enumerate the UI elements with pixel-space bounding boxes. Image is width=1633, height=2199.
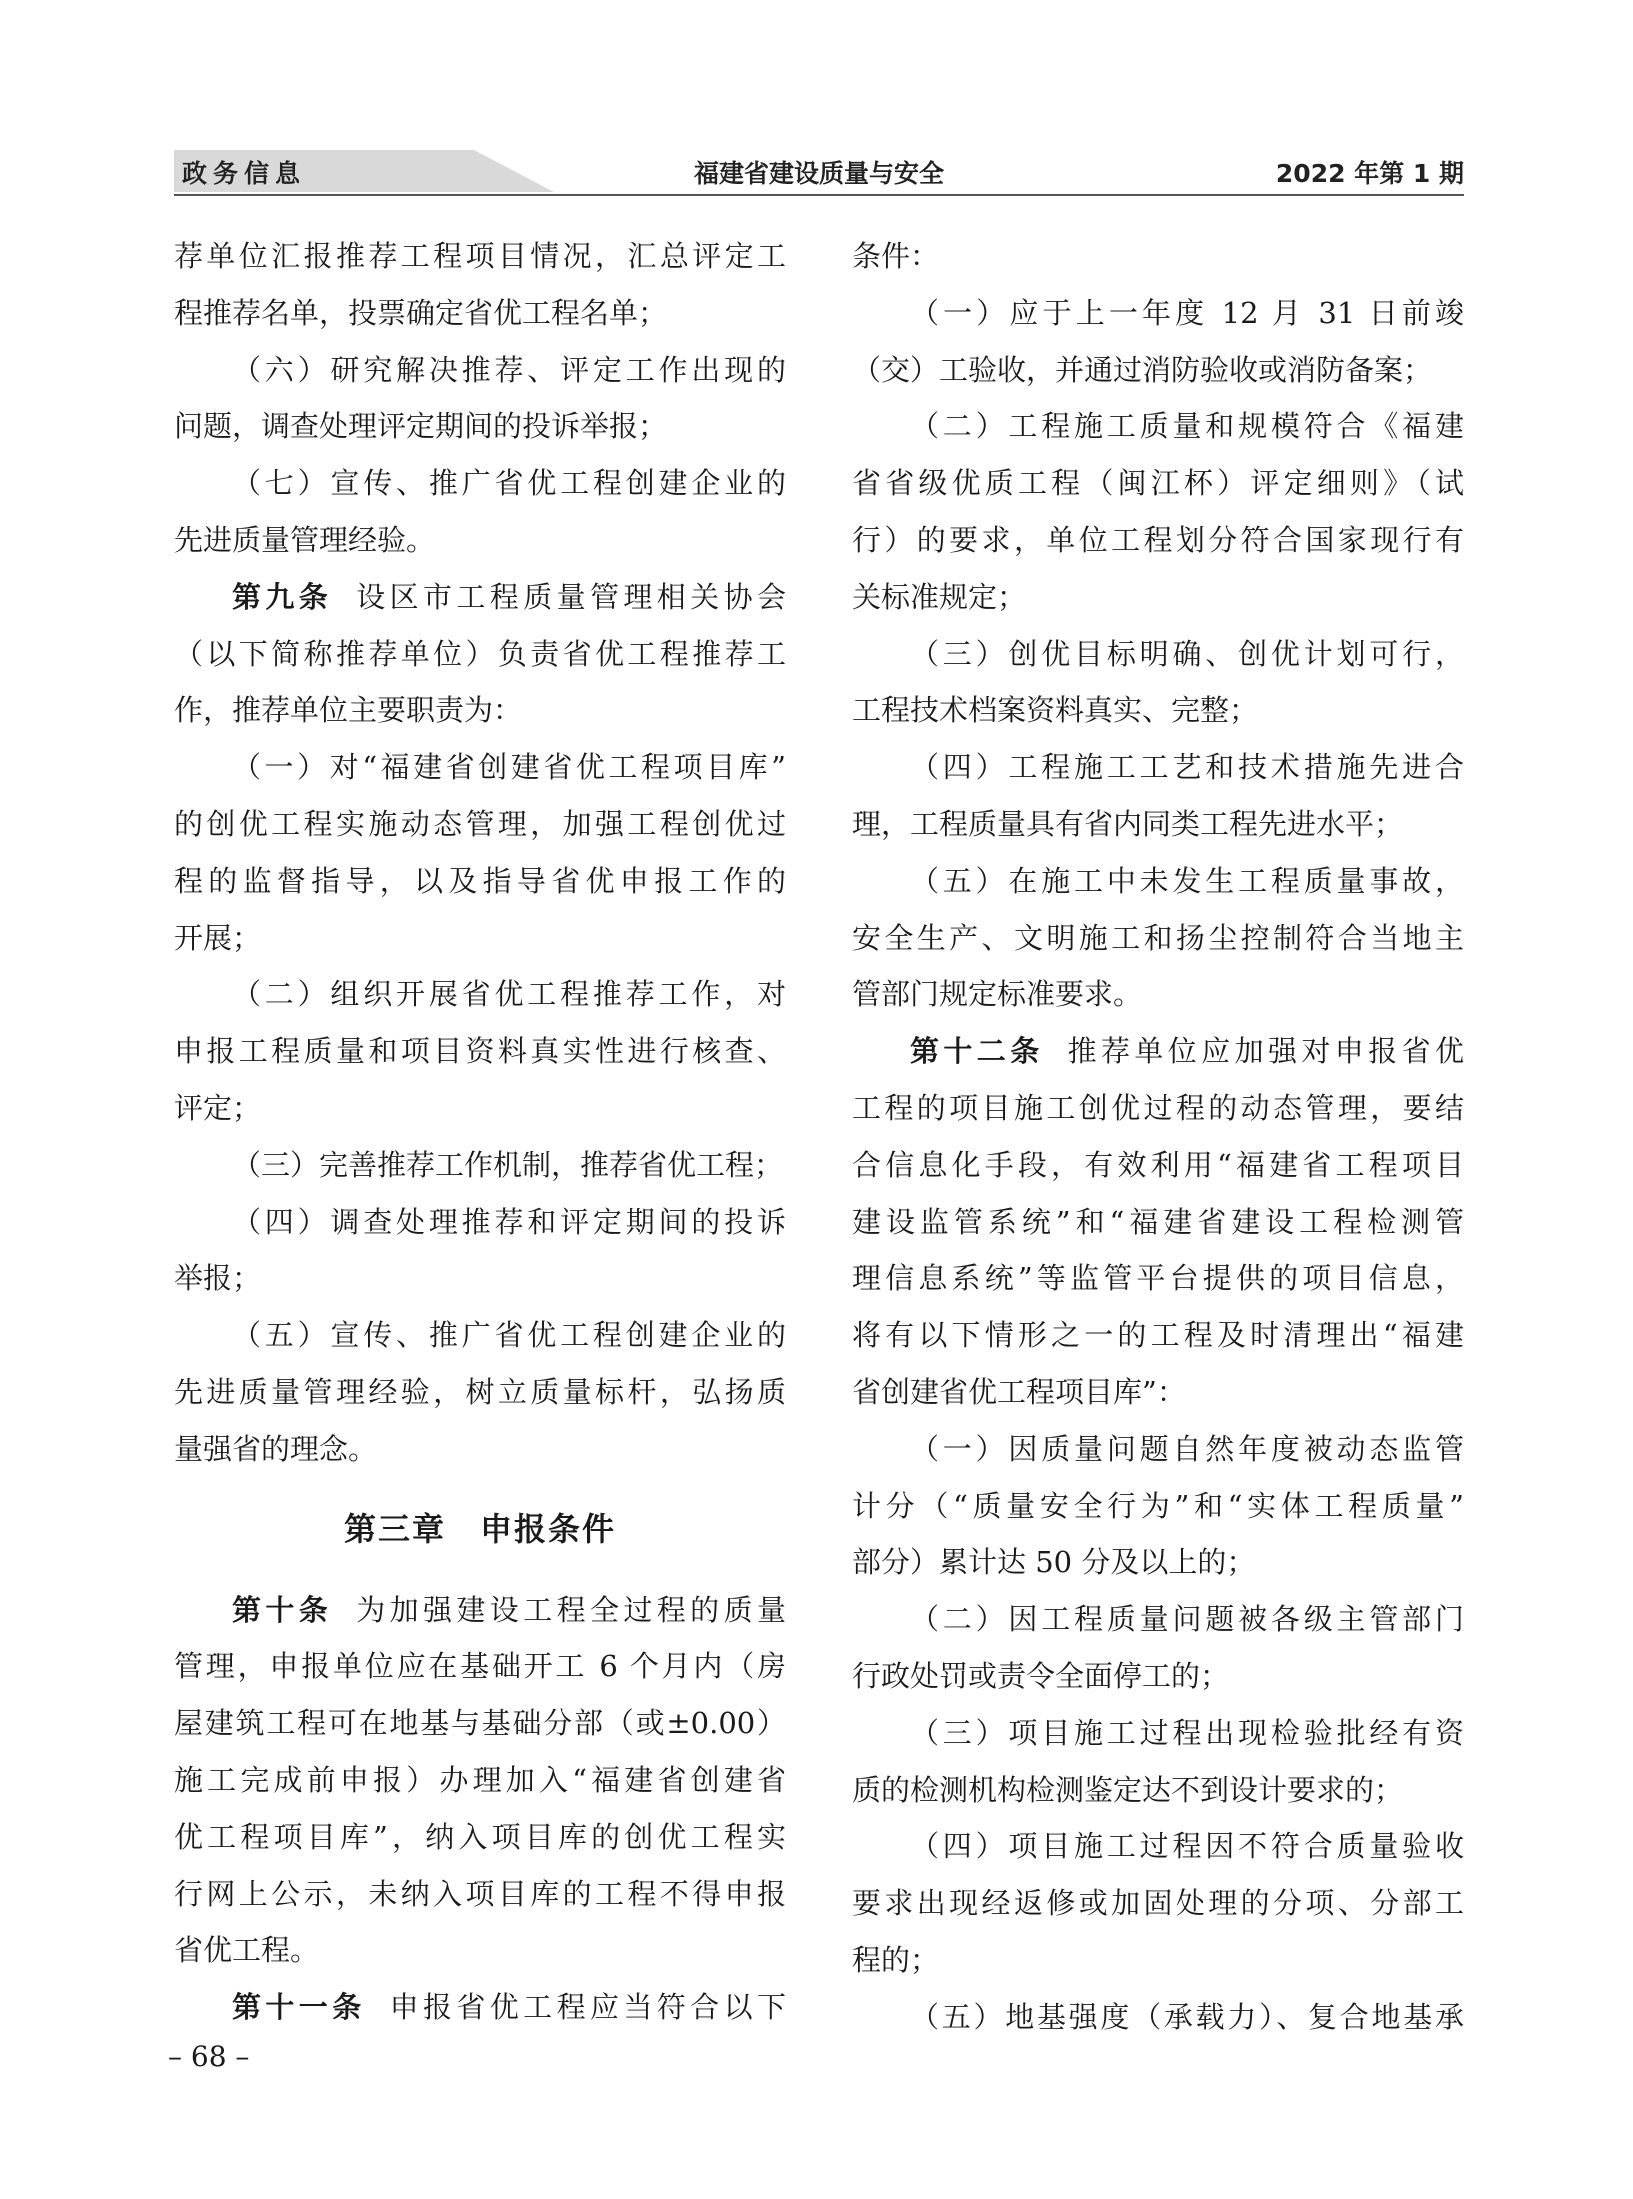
line-text: （五）在施工中未发生工程质量事故， bbox=[910, 863, 1464, 898]
text-line bbox=[852, 1364, 1464, 1421]
line-text: 作，推荐单位主要职责为： bbox=[174, 693, 523, 728]
paragraph bbox=[852, 1989, 1464, 2046]
text-line bbox=[174, 910, 786, 967]
paragraph bbox=[852, 1421, 1464, 1591]
text-line bbox=[174, 455, 786, 512]
text-line bbox=[852, 1875, 1464, 1932]
paragraph bbox=[852, 1705, 1464, 1819]
page-number: – 68 – bbox=[168, 2040, 250, 2073]
line-text: 荐单位汇报推荐工程项目情况，汇总评定工 bbox=[174, 239, 786, 273]
header-issue: 2022 年第 1 期 bbox=[1275, 159, 1464, 188]
line-text: 申报省优工程应当符合以下 bbox=[389, 1990, 786, 2025]
line-text: 先进质量管理经验。 bbox=[174, 522, 436, 557]
paragraph bbox=[174, 455, 786, 569]
text-line bbox=[174, 682, 786, 739]
line-text: 管部门规定标准要求。 bbox=[852, 977, 1143, 1012]
line-text: 程的监督指导，以及指导省优申报工作的 bbox=[174, 863, 786, 898]
header-journal-title: 福建省建设质量与安全 bbox=[693, 159, 944, 188]
line-text: 将有以下情形之一的工程及时清理出“福建 bbox=[852, 1318, 1464, 1353]
line-text: （一）应于上一年度 12 月 31 日前竣 bbox=[910, 295, 1464, 330]
text-line bbox=[174, 1752, 786, 1809]
line-text: 省省级优质工程（闽江杯）评定细则》（试 bbox=[852, 466, 1464, 501]
article-label: 第十一条 bbox=[232, 1990, 366, 2025]
text-line bbox=[174, 966, 786, 1023]
text-line bbox=[174, 1866, 786, 1923]
text-line bbox=[852, 796, 1464, 853]
text-line bbox=[174, 1922, 786, 1979]
line-text: 关标准规定； bbox=[852, 579, 1027, 614]
line-text: 的创优工程实施动态管理，加强工程创优过 bbox=[174, 806, 786, 841]
article-label: 第九条 bbox=[232, 579, 333, 614]
text-line bbox=[174, 1080, 786, 1137]
line-text: 管理，申报单位应在基础开工 6 个月内（房 bbox=[174, 1649, 786, 1684]
line-text: 安全生产、文明施工和扬尘控制符合当地主 bbox=[852, 920, 1464, 955]
text-line bbox=[852, 682, 1464, 739]
text-line bbox=[174, 285, 786, 342]
text-line bbox=[852, 626, 1464, 683]
header-section-label: 政务信息 bbox=[182, 159, 307, 188]
line-text: 行）的要求，单位工程划分符合国家现行有 bbox=[852, 522, 1464, 557]
line-text: 问题，调查处理评定期间的投诉举报； bbox=[174, 409, 668, 444]
text-line bbox=[852, 1137, 1464, 1194]
text-line bbox=[852, 1648, 1464, 1705]
text-line bbox=[852, 739, 1464, 796]
line-text: （一）对“福建省创建省优工程项目库” bbox=[232, 750, 786, 785]
line-text: 质的检测机构检测鉴定达不到设计要求的； bbox=[852, 1772, 1404, 1807]
left-column bbox=[174, 228, 786, 2036]
text-line bbox=[174, 1421, 786, 1478]
paragraph bbox=[174, 1137, 786, 1194]
line-text: （五）宣传、推广省优工程创建企业的 bbox=[232, 1318, 786, 1353]
paragraph bbox=[174, 1194, 786, 1308]
text-line bbox=[852, 455, 1464, 512]
article-paragraph bbox=[174, 1979, 786, 2036]
text-line bbox=[852, 285, 1464, 342]
line-text: 施工完成前申报）办理加入“福建省创建省 bbox=[174, 1762, 786, 1797]
paragraph bbox=[852, 1818, 1464, 1988]
line-text: 要求出现经返修或加固处理的分项、分部工 bbox=[852, 1886, 1464, 1921]
text-line bbox=[852, 228, 1464, 285]
text-line bbox=[174, 1364, 786, 1421]
line-text: 行政处罚或责令全面停工的； bbox=[852, 1658, 1230, 1693]
line-text: （一）因质量问题自然年度被动态监管 bbox=[910, 1431, 1464, 1466]
line-text: 行网上公示，未纳入项目库的工程不得申报 bbox=[174, 1876, 786, 1911]
line-text: 量强省的理念。 bbox=[174, 1431, 378, 1466]
article-paragraph bbox=[174, 1582, 786, 1980]
text-line bbox=[174, 1582, 786, 1639]
text-line bbox=[852, 1478, 1464, 1535]
line-text: 先进质量管理经验，树立质量标杆，弘扬质 bbox=[174, 1374, 786, 1409]
line-text: 举报； bbox=[174, 1261, 262, 1296]
right-column bbox=[852, 228, 1464, 2046]
paragraph bbox=[852, 285, 1464, 399]
line-text: （二）组织开展省优工程推荐工作，对 bbox=[232, 977, 786, 1012]
text-line bbox=[174, 796, 786, 853]
line-text: 条件： bbox=[852, 239, 940, 273]
line-text: （三）创优目标明确、创优计划可行， bbox=[910, 636, 1464, 671]
line-text: 设区市工程质量管理相关协会 bbox=[356, 579, 786, 614]
text-line bbox=[852, 853, 1464, 910]
running-header bbox=[174, 150, 1464, 192]
line-text: （七）宣传、推广省优工程创建企业的 bbox=[232, 466, 786, 501]
text-line bbox=[174, 228, 786, 285]
text-line bbox=[852, 1705, 1464, 1762]
article-paragraph bbox=[852, 1023, 1464, 1421]
line-text: （五）地基强度（承载力）、复合地基承 bbox=[910, 1999, 1464, 2034]
line-text: 推荐单位应加强对申报省优 bbox=[1067, 1034, 1464, 1069]
line-text: 优工程项目库”，纳入项目库的创优工程实 bbox=[174, 1819, 786, 1854]
text-line bbox=[174, 853, 786, 910]
text-line bbox=[852, 1250, 1464, 1307]
text-line bbox=[174, 569, 786, 626]
text-line bbox=[852, 1421, 1464, 1478]
chapter-heading: 第三章 申报条件 bbox=[343, 1509, 616, 1548]
paragraph bbox=[852, 1591, 1464, 1705]
line-text: （四）调查处理推荐和评定期间的投诉 bbox=[232, 1204, 786, 1239]
line-text: （三）项目施工过程出现检验批经有资 bbox=[910, 1715, 1464, 1750]
paragraph bbox=[174, 739, 786, 966]
line-text: 理，工程质量具有省内同类工程先进水平； bbox=[852, 806, 1404, 841]
paragraph bbox=[174, 342, 786, 456]
paragraph bbox=[852, 398, 1464, 625]
paragraph bbox=[852, 853, 1464, 1023]
line-text: 合信息化手段，有效利用“福建省工程项目 bbox=[852, 1147, 1464, 1182]
paragraph bbox=[852, 739, 1464, 853]
text-line bbox=[852, 1932, 1464, 1989]
text-line bbox=[852, 1307, 1464, 1364]
line-text: 为加强建设工程全过程的质量 bbox=[356, 1592, 786, 1627]
line-text: （以下简称推荐单位）负责省优工程推荐工 bbox=[174, 636, 786, 671]
text-line bbox=[852, 1534, 1464, 1591]
text-line bbox=[174, 342, 786, 399]
text-line bbox=[852, 512, 1464, 569]
text-line bbox=[174, 626, 786, 683]
line-text: 程的； bbox=[852, 1942, 940, 1977]
paragraph bbox=[852, 228, 1464, 285]
line-text: 理信息系统”等监管平台提供的项目信息， bbox=[852, 1261, 1464, 1296]
text-line bbox=[852, 1080, 1464, 1137]
line-text: （三）完善推荐工作机制，推荐省优工程； bbox=[232, 1147, 784, 1182]
text-line bbox=[174, 512, 786, 569]
text-line bbox=[174, 1695, 786, 1752]
text-line bbox=[852, 1762, 1464, 1819]
text-line bbox=[852, 1818, 1464, 1875]
line-text: （交）工验收，并通过消防验收或消防备案； bbox=[852, 352, 1433, 387]
line-text: 省优工程。 bbox=[174, 1933, 320, 1968]
line-text: 建设监管系统”和“福建省建设工程检测管 bbox=[852, 1204, 1464, 1239]
article-paragraph bbox=[174, 569, 786, 739]
line-text: 评定； bbox=[174, 1090, 262, 1125]
line-text: （二）工程施工质量和规模符合《福建 bbox=[910, 409, 1464, 444]
line-text: 申报工程质量和项目资料真实性进行核查、 bbox=[174, 1034, 786, 1069]
line-text: 屋建筑工程可在地基与基础分部（或±0.00） bbox=[174, 1706, 786, 1741]
line-text: 开展； bbox=[174, 920, 262, 955]
text-line bbox=[852, 910, 1464, 967]
article-label: 第十二条 bbox=[910, 1034, 1044, 1069]
text-line bbox=[852, 1023, 1464, 1080]
line-text: 计分（“质量安全行为”和“实体工程质量” bbox=[852, 1488, 1464, 1523]
text-line bbox=[174, 1809, 786, 1866]
text-line bbox=[174, 1250, 786, 1307]
text-line bbox=[852, 398, 1464, 455]
line-text: 程推荐名单，投票确定省优工程名单； bbox=[174, 295, 668, 330]
text-line bbox=[852, 966, 1464, 1023]
line-text: 部分）累计达 50 分及以上的； bbox=[852, 1545, 1256, 1580]
line-text: （四）工程施工工艺和技术措施先进合 bbox=[910, 750, 1464, 785]
line-text: （二）因工程质量问题被各级主管部门 bbox=[910, 1602, 1464, 1637]
paragraph bbox=[174, 966, 786, 1136]
text-line bbox=[852, 1591, 1464, 1648]
line-text: （六）研究解决推荐、评定工作出现的 bbox=[232, 352, 786, 387]
text-line bbox=[174, 1307, 786, 1364]
article-label: 第十条 bbox=[232, 1592, 333, 1627]
paragraph bbox=[852, 626, 1464, 740]
text-line bbox=[852, 1989, 1464, 2046]
text-line bbox=[174, 1638, 786, 1695]
text-line bbox=[852, 1194, 1464, 1251]
paragraph bbox=[174, 1307, 786, 1477]
paragraph bbox=[174, 228, 786, 342]
text-line bbox=[174, 1137, 786, 1194]
text-line bbox=[174, 1194, 786, 1251]
text-line bbox=[174, 398, 786, 455]
text-line bbox=[174, 1979, 786, 2036]
text-line bbox=[852, 342, 1464, 399]
text-line bbox=[852, 569, 1464, 626]
header-rule bbox=[174, 194, 1464, 196]
text-line bbox=[174, 739, 786, 796]
line-text: 工程技术档案资料真实、完整； bbox=[852, 693, 1259, 728]
line-text: 省创建省优工程项目库”： bbox=[852, 1374, 1186, 1409]
text-line bbox=[174, 1023, 786, 1080]
line-text: 工程的项目施工创优过程的动态管理，要结 bbox=[852, 1090, 1464, 1125]
line-text: （四）项目施工过程因不符合质量验收 bbox=[910, 1829, 1464, 1864]
